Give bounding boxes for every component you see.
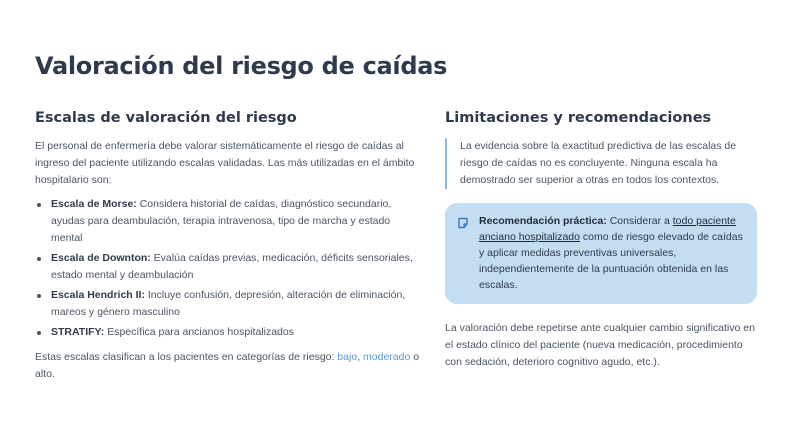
risk-low-link[interactable]: bajo (337, 351, 358, 363)
risk-moderate-link[interactable]: moderado (363, 351, 411, 363)
risk-high-text: alto (35, 368, 52, 380)
recommendation-label: Recomendación práctica: (479, 215, 607, 227)
risk-scales-section (35, 110, 420, 383)
evidence-quote (445, 138, 757, 189)
note-icon (457, 217, 469, 229)
recommendation-after: como de riesgo elevado de caídas y aplicar medidas preventivas universales, independientemente de la puntuación obtenida en las escalas. (479, 231, 743, 291)
section-heading-limitations: Limitaciones y recomendaciones (445, 110, 712, 126)
scale-name: Escala de Morse: (51, 198, 137, 210)
list-item-downton (35, 250, 420, 284)
scale-name: Escala Hendrich II: (51, 289, 145, 301)
limitations-section (445, 110, 757, 371)
scale-desc: Considera historial de caídas, diagnóstico secundario, ayudas para deambulación, terapia intravenosa, tipo de marcha y estado mental (51, 198, 392, 244)
scales-list (35, 196, 420, 341)
scale-desc: Evalúa caídas previas, medicación, déficits sensoriales, estado mental y deambulación (51, 252, 413, 281)
reassessment-text: La valoración debe repetirse ante cualquier cambio significativo en el estado clínico del paciente (nueva medicación, procedimiento con sedación, deterioro cognitivo agudo, etc.). (445, 322, 755, 368)
section-heading-scales: Escalas de valoración del riesgo (35, 110, 297, 126)
evidence-quote-text: La evidencia sobre la exactitud predictiva de las escalas de riesgo de caídas no es concluyente. Ninguna escala ha demostrado ser superior a otras en todos los contextos. (460, 140, 737, 186)
scale-name: Escala de Downton: (51, 252, 151, 264)
recommendation-before: Considerar a (606, 215, 673, 227)
list-item-hendrich (35, 287, 420, 321)
page-title: Valoración del riesgo de caídas (35, 52, 448, 80)
list-item-stratify (35, 324, 420, 341)
outro-sep-1: , (357, 351, 364, 363)
scale-desc: Específica para ancianos hospitalizados (104, 326, 294, 338)
scale-name: STRATIFY: (51, 326, 105, 338)
recommendation-text (479, 213, 743, 293)
outro-suffix: . (51, 368, 55, 380)
recommendation-link[interactable]: todo paciente anciano hospitalizado (479, 215, 736, 243)
outro-sep-2: o (410, 351, 420, 363)
list-item-morse (35, 196, 420, 247)
scales-intro: El personal de enfermería debe valorar sistemáticamente el riesgo de caídas al ingreso del paciente utilizando escalas validadas. Las más utilizadas en el ámbito hospitalario son: (35, 140, 415, 186)
scale-desc: Incluye confusión, depresión, alteración de eliminación, mareos y género masculino (51, 289, 406, 318)
scales-outro (35, 349, 420, 383)
practical-recommendation-box (445, 203, 757, 304)
outro-prefix: Estas escalas clasifican a los pacientes en categorías de riesgo: (35, 351, 338, 363)
